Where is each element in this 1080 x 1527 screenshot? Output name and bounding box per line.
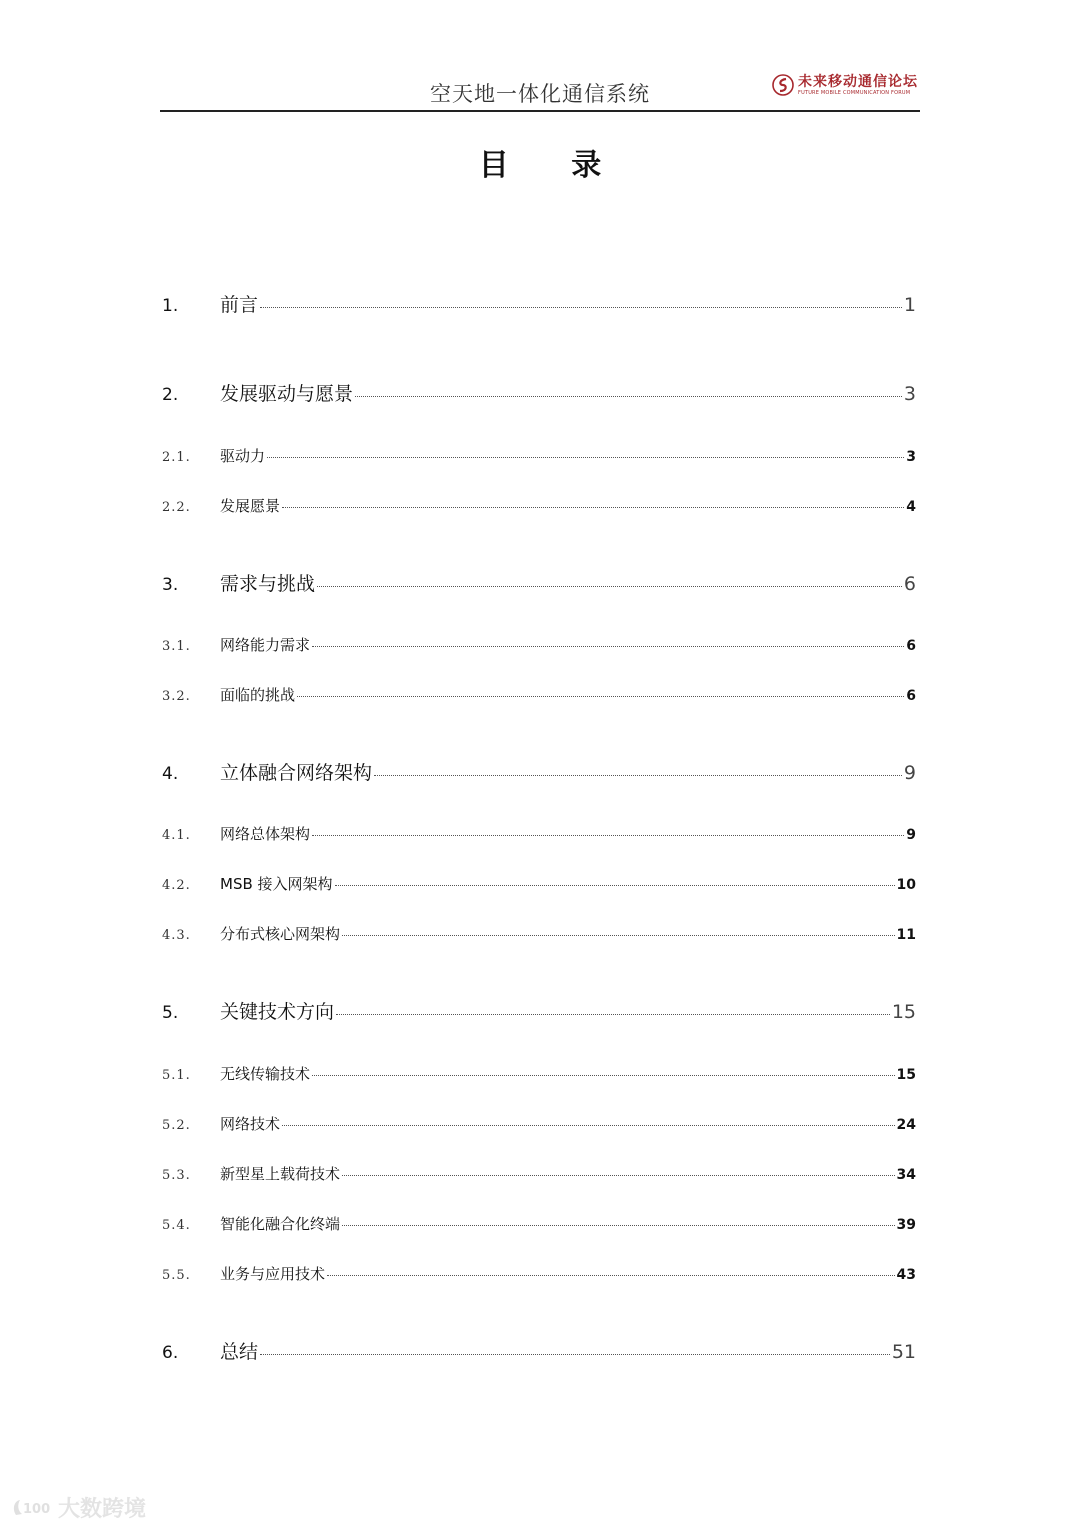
toc-entry-number: 5. <box>162 1003 179 1023</box>
toc-entry-page: 9 <box>903 762 916 784</box>
svg-text:100: 100 <box>23 1501 51 1517</box>
toc-leader-dots <box>317 586 902 587</box>
toc-entry-label: 网络技术 <box>220 1115 281 1133</box>
toc-subentry[interactable] <box>162 1113 916 1134</box>
toc-entry-number: 2.2. <box>162 500 191 515</box>
toc-leader-dots <box>297 696 904 697</box>
toc-entry[interactable] <box>162 290 916 317</box>
toc-entry-number: 3.1. <box>162 639 191 654</box>
toc-entry-page: 6 <box>903 573 916 595</box>
toc-leader-dots <box>312 1075 895 1076</box>
toc-entry-number: 5.2. <box>162 1118 191 1133</box>
toc-leader-dots <box>312 646 904 647</box>
toc-entry-label: 前言 <box>220 294 259 316</box>
toc-entry-label: 面临的挑战 <box>220 686 296 704</box>
toc-entry-page: 4 <box>906 499 916 515</box>
toc-entry-label: 智能化融合化终端 <box>220 1215 341 1233</box>
toc-entry-label: 发展驱动与愿景 <box>220 383 354 405</box>
toc-leader-dots <box>260 307 902 308</box>
toc-subentry[interactable] <box>162 1163 916 1184</box>
toc-entry-label: 业务与应用技术 <box>220 1265 326 1283</box>
watermark-logo-icon <box>10 1495 54 1521</box>
toc-subentry[interactable] <box>162 1213 916 1234</box>
toc-leader-dots <box>282 507 904 508</box>
toc-entry-number: 6. <box>162 1343 179 1363</box>
toc-entry-page: 10 <box>896 877 916 893</box>
toc-entry-page: 43 <box>896 1267 916 1283</box>
toc-leader-dots <box>335 885 895 886</box>
toc-entry-number: 2.1. <box>162 450 191 465</box>
toc-leader-dots <box>267 457 904 458</box>
toc-subentry[interactable] <box>162 1263 916 1284</box>
toc-leader-dots <box>260 1354 890 1355</box>
toc-entry[interactable] <box>162 379 916 406</box>
toc-subentry[interactable] <box>162 823 916 844</box>
toc-entry-page: 11 <box>896 927 916 943</box>
toc-leader-dots <box>355 396 902 397</box>
toc-entry-number: 2. <box>162 385 179 405</box>
toc-entry-page: 34 <box>896 1167 916 1183</box>
toc-subentry[interactable] <box>162 923 916 944</box>
toc-subentry[interactable] <box>162 495 916 516</box>
toc-entry-page: 3 <box>903 383 916 405</box>
toc-entry-label: 分布式核心网架构 <box>220 925 341 943</box>
toc-entry-number: 1. <box>162 296 179 316</box>
toc-entry-number: 5.5. <box>162 1268 191 1283</box>
toc-entry-number: 4. <box>162 764 179 784</box>
toc-entry-label: 立体融合网络架构 <box>220 762 373 784</box>
toc-entry[interactable] <box>162 1337 916 1364</box>
toc-subentry[interactable] <box>162 634 916 655</box>
toc-entry-page: 24 <box>896 1117 916 1133</box>
toc-entry[interactable] <box>162 569 916 596</box>
toc-entry-label: 驱动力 <box>220 447 266 465</box>
toc-entry-number: 5.1. <box>162 1068 191 1083</box>
toc-entry-label: 关键技术方向 <box>220 1001 335 1023</box>
watermark-text: 大数跨境 <box>58 1497 147 1522</box>
toc-entry-label: 总结 <box>220 1341 259 1363</box>
toc-entry-label: 发展愿景 <box>220 497 281 515</box>
toc-entry-label: 网络总体架构 <box>220 825 311 843</box>
toc-subentry[interactable] <box>162 1063 916 1084</box>
toc-entry-label: 需求与挑战 <box>220 573 316 595</box>
toc-leader-dots <box>282 1125 895 1126</box>
toc-leader-dots <box>374 775 902 776</box>
toc-entry-page: 15 <box>896 1067 916 1083</box>
toc-entry-label: 网络能力需求 <box>220 636 311 654</box>
toc-subentry[interactable] <box>162 873 916 894</box>
toc-entry[interactable] <box>162 758 916 785</box>
toc-entry-page: 9 <box>906 827 916 843</box>
toc-entry-page: 51 <box>891 1341 916 1363</box>
logo-chinese-text: 未来移动通信论坛 <box>798 73 918 90</box>
toc-title: 目 录 <box>478 148 628 183</box>
forum-logo-icon <box>772 74 794 96</box>
toc-subentry[interactable] <box>162 684 916 705</box>
toc-entry-number: 4.1. <box>162 828 191 843</box>
toc-leader-dots <box>342 1225 895 1226</box>
toc-entry-page: 3 <box>906 449 916 465</box>
toc-entry-label: 新型星上载荷技术 <box>220 1165 341 1183</box>
toc-entry-label: MSB 接入网架构 <box>220 875 333 893</box>
watermark <box>10 1492 146 1523</box>
toc-entry-number: 5.4. <box>162 1218 191 1233</box>
toc-entry-number: 5.3. <box>162 1168 191 1183</box>
forum-logo <box>772 74 918 96</box>
toc-leader-dots <box>336 1014 890 1015</box>
header-title: 空天地一体化通信系统 <box>430 82 650 106</box>
toc-leader-dots <box>342 1175 895 1176</box>
toc-entry-number: 3.2. <box>162 689 191 704</box>
toc-entry-label: 无线传输技术 <box>220 1065 311 1083</box>
toc-entry-number: 4.2. <box>162 878 191 893</box>
toc-subentry[interactable] <box>162 445 916 466</box>
toc-entry-page: 1 <box>903 294 916 316</box>
toc-entry[interactable] <box>162 997 916 1024</box>
toc-entry-number: 4.3. <box>162 928 191 943</box>
toc-entry-number: 3. <box>162 575 179 595</box>
toc-leader-dots <box>342 935 895 936</box>
toc-entry-page: 39 <box>896 1217 916 1233</box>
toc-entry-page: 6 <box>906 638 916 654</box>
logo-english-text: FUTURE MOBILE COMMUNICATION FORUM <box>798 89 911 96</box>
toc-entry-page: 6 <box>906 688 916 704</box>
toc-leader-dots <box>312 835 904 836</box>
page-header <box>160 70 920 112</box>
toc-entry-page: 15 <box>891 1001 916 1023</box>
toc-leader-dots <box>327 1275 895 1276</box>
